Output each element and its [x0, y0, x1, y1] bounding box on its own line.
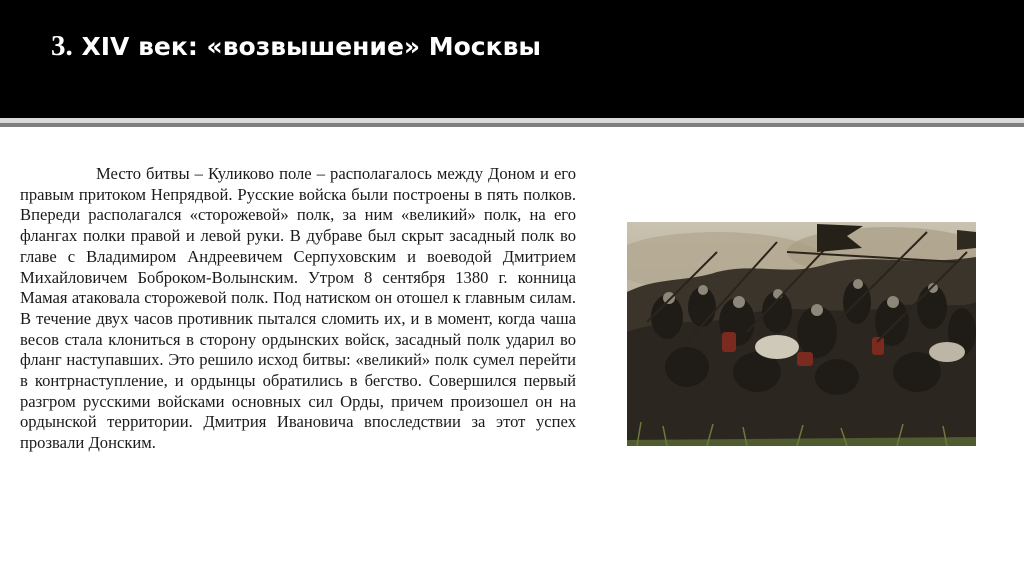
title-text: XIV век: «возвышение» Москвы	[81, 32, 542, 61]
battle-painting-image	[627, 222, 976, 446]
title-number: 3.	[51, 30, 73, 62]
slide-title	[51, 30, 541, 63]
header-divider-dark	[0, 123, 1024, 127]
body-text: Место битвы – Куликово поле – располагалось между Доном и его правым притоком Непрядвой. Русские войска были построены в пять полков. Впереди располагался «сторожевой» полк, за ним «великий» полк, на его флангах полки правой и левой руки. В дубраве был скрыт засадный полк во главе с Владимиром Андреевичем Серпуховским и воеводой Дмитрием Михайловичем Боброком-Волынским. Утром 8 сентября 1380 г. конница Мамая атаковала сторожевой полк. Под натиском он отошел к главным силам. В течение двух часов противник пытался сломить их, и в момент, когда чаша весов стала клониться в сторону ордынских войск, засадный полк ударил во фланг наступавших. Это решило исход битвы: «великий» полк сумел перейти в контрнаступление, и ордынцы обратились в бегство. Совершился первый разгром русскими войсками основных сил Орды, причем произошел он на ордынской территории. Дмитрия Ивановича впоследствии за этот успех прозвали Донским.	[20, 164, 576, 453]
title-bar	[0, 0, 1024, 118]
battle-painting-svg	[627, 222, 976, 446]
